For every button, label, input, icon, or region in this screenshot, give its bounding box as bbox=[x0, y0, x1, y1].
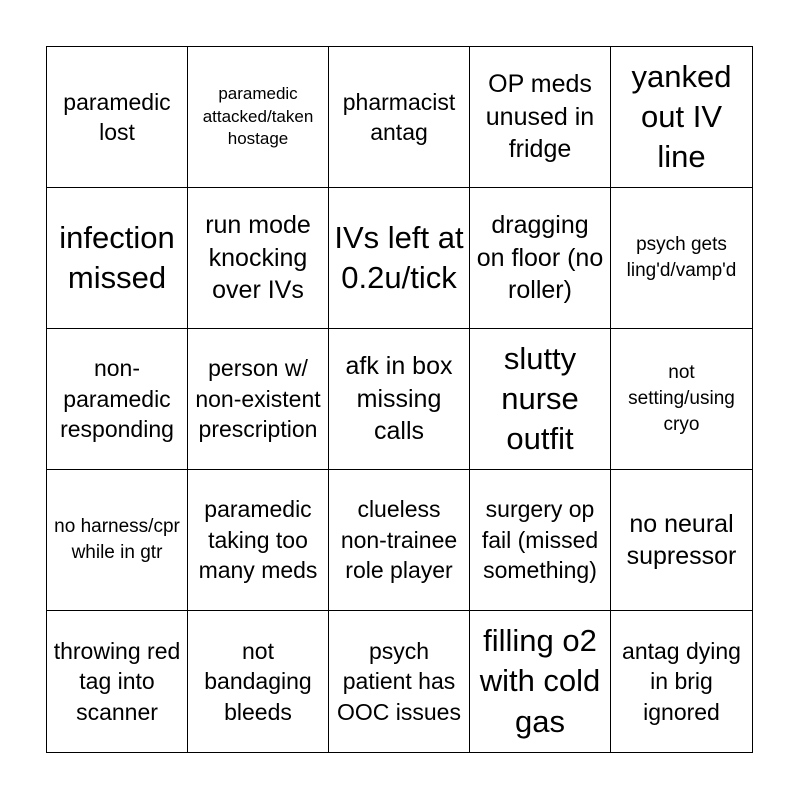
bingo-cell[interactable]: psych gets ling'd/vamp'd bbox=[611, 188, 752, 329]
bingo-cell[interactable]: throwing red tag into scanner bbox=[47, 611, 188, 752]
bingo-cell[interactable]: slutty nurse outfit bbox=[470, 329, 611, 470]
bingo-cell[interactable]: paramedic lost bbox=[47, 47, 188, 188]
bingo-cell[interactable]: no harness/cpr while in gtr bbox=[47, 470, 188, 611]
bingo-cell[interactable]: dragging on floor (no roller) bbox=[470, 188, 611, 329]
bingo-cell[interactable]: psych patient has OOC issues bbox=[329, 611, 470, 752]
bingo-cell[interactable]: afk in box missing calls bbox=[329, 329, 470, 470]
bingo-cell[interactable]: person w/ non-existent prescription bbox=[188, 329, 329, 470]
bingo-cell[interactable]: antag dying in brig ignored bbox=[622, 637, 741, 725]
bingo-cell[interactable]: not setting/using cryo bbox=[611, 329, 752, 470]
bingo-cell[interactable]: non-paramedic responding bbox=[47, 329, 188, 470]
bingo-cell[interactable]: clueless non-trainee role player bbox=[329, 470, 470, 611]
bingo-cell[interactable]: IVs left at 0.2u/tick bbox=[329, 188, 470, 329]
bingo-cell[interactable]: OP meds unused in fridge bbox=[470, 47, 611, 188]
bingo-card bbox=[46, 46, 753, 753]
bingo-cell[interactable]: paramedic taking too many meds bbox=[188, 470, 329, 611]
bingo-cell[interactable]: filling o2 with cold gas bbox=[470, 611, 611, 752]
bingo-cell[interactable]: not bandaging bleeds bbox=[188, 611, 329, 752]
bingo-cell[interactable]: yanked out IV line bbox=[611, 47, 752, 188]
bingo-cell[interactable]: infection missed bbox=[47, 188, 188, 329]
bingo-cell[interactable]: surgery op fail (missed something) bbox=[470, 470, 611, 611]
bingo-cell[interactable]: no neural supressor bbox=[611, 470, 752, 611]
bingo-cell[interactable]: pharmacist antag bbox=[329, 47, 470, 188]
bingo-cell[interactable]: paramedic attacked/taken hostage bbox=[188, 47, 329, 188]
bingo-cell[interactable]: run mode knocking over IVs bbox=[188, 188, 329, 329]
